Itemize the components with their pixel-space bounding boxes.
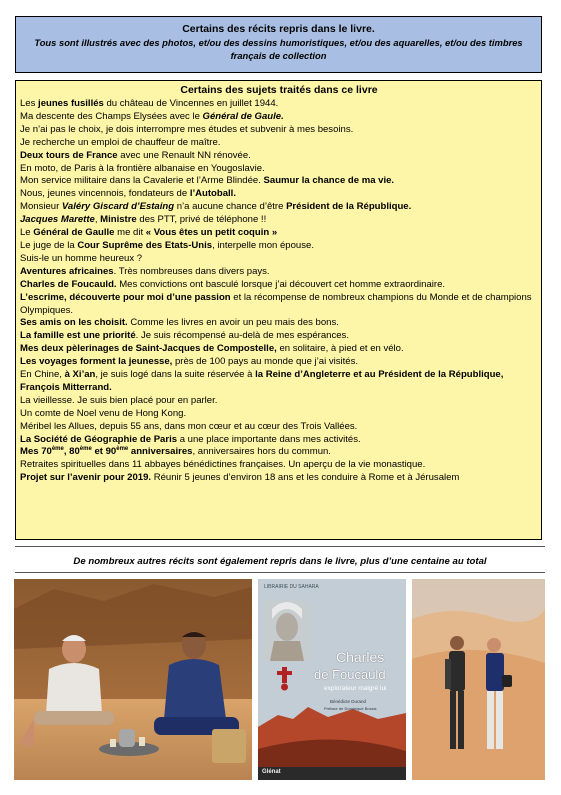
book-subtitle: explorateur malgré lui xyxy=(324,685,387,692)
topic-text: a une place importante dans mes activités. xyxy=(177,433,361,445)
topic-text: du château de Vincennes en juillet 1944. xyxy=(103,98,279,109)
topic-item xyxy=(20,150,538,163)
topic-text: Mon service militaire dans la Cavalerie et l’Arme Blindée. xyxy=(20,175,264,187)
topic-item xyxy=(20,98,538,111)
topic-item xyxy=(20,137,538,150)
book-cover xyxy=(258,579,406,780)
topic-text: Valéry Giscard d’Estaing xyxy=(61,201,175,213)
topic-text: n’a aucune chance d’être xyxy=(174,201,287,213)
topic-item xyxy=(20,279,538,292)
book-author: Bénédicte Durand xyxy=(330,699,367,704)
topic-text: Deux tours de France xyxy=(20,149,118,161)
topic-text: , je suis logé dans la suite réservée à xyxy=(95,369,256,381)
topic-text: ème xyxy=(51,446,64,453)
topic-text: . Très nombreuses dans divers pays. xyxy=(113,265,270,277)
topic-item xyxy=(20,240,538,253)
topic-item xyxy=(20,253,538,266)
header-title: Certains des récits repris dans le livre. xyxy=(182,23,375,35)
desert-tea-photo-art xyxy=(14,579,252,780)
topic-text: . Je suis récompensé au-delà de mes espérances. xyxy=(135,330,349,342)
topic-item xyxy=(20,446,538,459)
topic-item xyxy=(20,214,538,227)
topic-item xyxy=(20,163,538,176)
topic-text: Cour Suprême des Etats-Unis xyxy=(77,239,213,251)
topic-item xyxy=(20,124,538,137)
topic-text: à Xi’an xyxy=(64,369,96,381)
topic-text: et 90 xyxy=(91,446,117,458)
topic-text: Je recherche un emploi de chauffeur de maître. xyxy=(20,136,221,148)
topic-text: En Chine, xyxy=(20,369,65,381)
topic-text: Retraites spirituelles dans 11 abbayes bénédictines françaises. Un aperçu de la vie monastique. xyxy=(20,459,426,471)
topic-item xyxy=(20,330,538,343)
header-subtitle: Tous sont illustrés avec des photos, et/ou des dessins humoristiques, et/ou des aquarelles, et/ou des timbres français de collection xyxy=(34,37,523,61)
book-title-line2: de Foucauld xyxy=(314,667,386,682)
topic-text: Mes deux pèlerinages de Saint-Jacques de Compostelle, xyxy=(20,343,277,355)
topic-text: , 80 xyxy=(63,446,80,458)
topic-text: , xyxy=(94,214,101,226)
topic-text: En moto, de Paris à la frontière albanaise en Yougoslavie. xyxy=(20,162,265,174)
topic-text: Mes convictions ont basculé lorsque j’ai découvert cet homme extraordinaire. xyxy=(116,278,446,290)
topics-list xyxy=(20,98,538,485)
topic-item xyxy=(20,111,538,124)
book-preface: Préface de Dominique Bossis xyxy=(324,706,377,711)
topics-title: Certains des sujets traités dans ce livre xyxy=(180,84,378,96)
topic-text: jeunes fusillés xyxy=(38,98,104,109)
topic-text: La vieillesse. Je suis bien placé pour en parler. xyxy=(20,394,218,406)
topic-item xyxy=(20,266,538,279)
topic-text: Général de Gaulle xyxy=(33,227,115,239)
topic-item xyxy=(20,395,538,408)
topic-item xyxy=(20,292,538,318)
topic-text: Méribel les Allues, depuis 55 ans, dans mon cœur et au cœur des Trois Vallées. xyxy=(20,420,358,432)
topic-text: Saumur la chance de ma vie. xyxy=(263,175,395,187)
topic-item xyxy=(20,459,538,472)
topic-text: , interpelle mon épouse. xyxy=(212,239,314,251)
topic-text: anniversaires xyxy=(128,446,193,458)
topic-item xyxy=(20,472,538,485)
desert-dunes-photo-art xyxy=(412,579,545,780)
topic-text: Je n’ai pas le choix, je dois interrompre mes études et subvenir à mes besoins. xyxy=(20,123,354,135)
topic-text: Les xyxy=(20,98,39,109)
footer-text: De nombreux autres récits sont également repris dans le livre, plus d’une centaine au total xyxy=(73,556,487,567)
header-box xyxy=(15,16,542,73)
topic-item xyxy=(20,421,538,434)
topic-item xyxy=(20,227,538,240)
topic-text: Un comte de Noel venu de Hong Kong. xyxy=(20,407,187,419)
topic-item xyxy=(20,317,538,330)
topic-item xyxy=(20,434,538,447)
topics-box xyxy=(15,80,542,540)
topic-text: La Société de Géographie de Paris xyxy=(20,433,178,445)
topic-text: l’Autoball. xyxy=(189,188,236,200)
topic-text: près de 100 pays au monde que j’ai visités. xyxy=(172,356,359,368)
topic-item xyxy=(20,188,538,201)
book-publisher: Glénat xyxy=(262,769,281,775)
topic-text: Nous, jeunes vincennois, fondateurs de xyxy=(20,188,190,200)
topic-item xyxy=(20,175,538,188)
topic-text: Général de Gaule. xyxy=(202,110,284,122)
topic-text: Ministre xyxy=(100,214,137,226)
topic-text: La famille est une priorité xyxy=(20,330,136,342)
divider-top xyxy=(15,546,545,547)
topic-text: L’escrime, découverte pour moi d’une passion xyxy=(20,291,231,303)
topic-text: avec une Renault NN rénovée. xyxy=(117,149,251,161)
topic-text: Monsieur xyxy=(20,201,62,213)
book-title-line1: Charles xyxy=(336,649,385,665)
book-topline: LIBRAIRIE DU SAHARA xyxy=(264,584,319,590)
desert-tea-photo xyxy=(14,579,252,780)
topic-item xyxy=(20,356,538,369)
topic-text: Suis-le un homme heureux ? xyxy=(20,252,143,264)
desert-dunes-photo xyxy=(412,579,545,780)
divider-bottom xyxy=(15,572,545,573)
topic-text: Ma descente des Champs Elysées avec le xyxy=(20,110,203,122)
topic-text: des PTT, privé de téléphone !! xyxy=(136,214,267,226)
topic-text: Projet sur l’avenir pour 2019. xyxy=(20,472,152,484)
topic-text: , anniversaires hors du commun. xyxy=(192,446,331,458)
topic-text: Ses amis on les choisit. xyxy=(20,317,128,329)
topic-item xyxy=(20,343,538,356)
topic-text: Réunir 5 jeunes d’environ 18 ans et les conduire à Rome et à Jérusalem xyxy=(151,472,460,484)
topic-text: me dit xyxy=(114,227,146,239)
topic-text: en solitaire, à pied et en vélo. xyxy=(276,343,404,355)
topic-text: Les voyages forment la jeunesse, xyxy=(20,356,173,368)
topic-text: Le xyxy=(20,227,34,239)
topic-text: la Reine d’Angleterre et au Président de la République, François Mitterrand. xyxy=(20,369,504,393)
topic-text: Jacques Marette xyxy=(20,214,95,226)
topic-text: ème xyxy=(116,446,129,453)
topic-text: et la récompense de nombreux champions du Monde et de champions Olympiques. xyxy=(20,291,532,316)
topic-text: Président de la République. xyxy=(286,201,412,213)
topic-text: Comme les livres en avoir un peu mais des bons. xyxy=(127,317,339,329)
topic-text: ème xyxy=(79,446,92,453)
topic-text: Charles de Foucauld. xyxy=(20,278,117,290)
topic-text: Aventures africaines xyxy=(20,265,114,277)
topic-item xyxy=(20,201,538,214)
topic-item xyxy=(20,408,538,421)
topic-text: Le juge de la xyxy=(20,239,78,251)
topic-item xyxy=(20,369,538,395)
topic-text: Mes 70 xyxy=(20,446,52,458)
topic-text: « Vous êtes un petit coquin » xyxy=(145,227,278,239)
